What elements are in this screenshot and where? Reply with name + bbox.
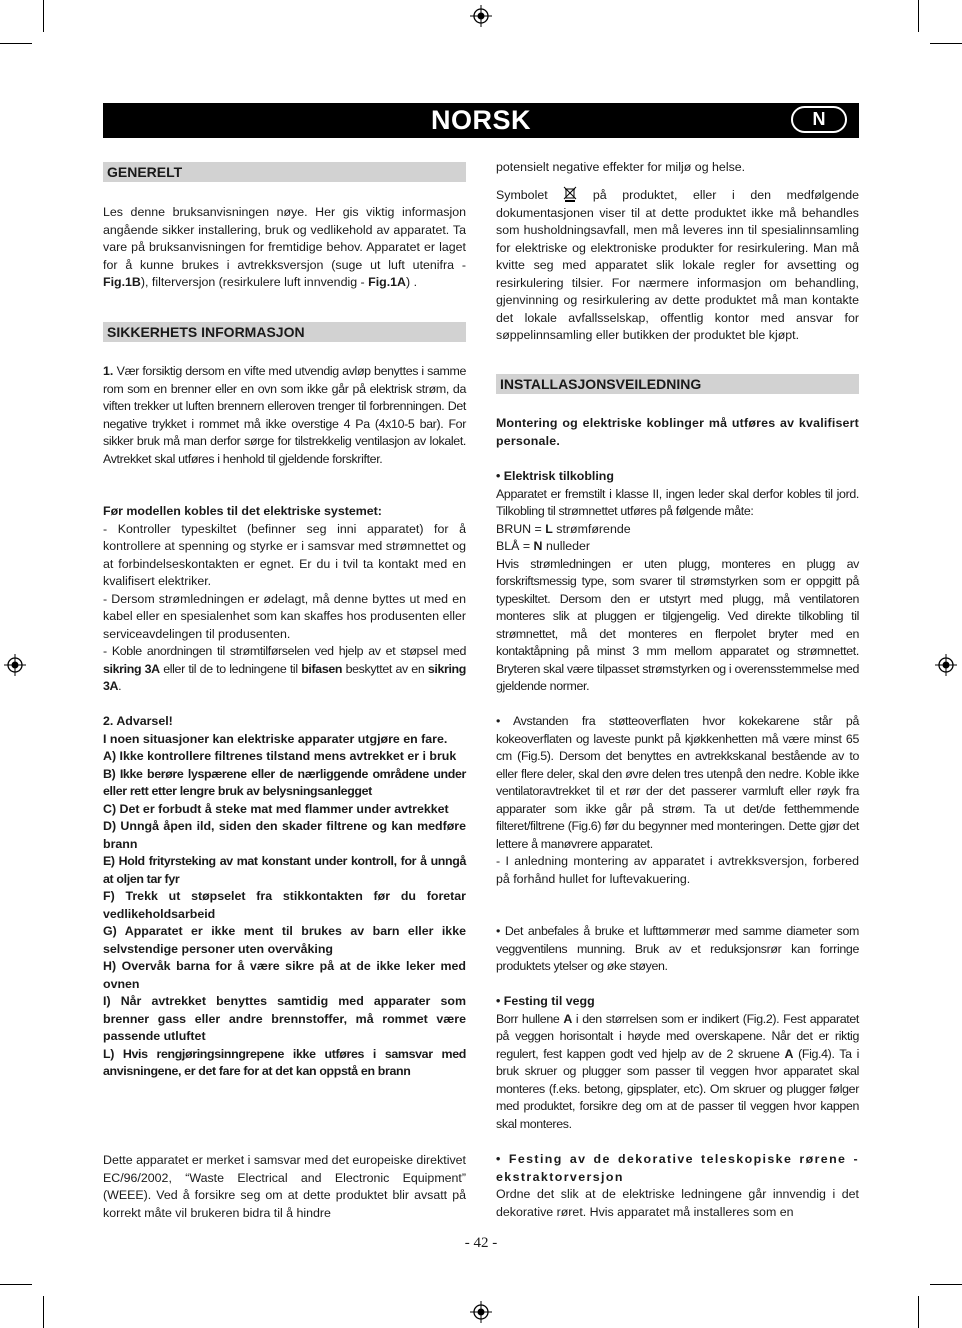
registration-mark-icon bbox=[470, 5, 492, 27]
text-run: nulleder bbox=[542, 539, 591, 553]
warning-item: F) Trekk ut støpselet fra stikkontakten før du foretar vedlikeholdsarbeid bbox=[103, 889, 466, 921]
text-run: BLÅ = bbox=[496, 539, 534, 553]
generelt-text: Les denne bruksanvisningen nøye. Her gis viktig informasjon angående sikker installering, bruk og vedlikehold av apparatet. Ta vare på bruksanvisningen for fremtidige behov. Apparatet er laget for å kunne brukes i avtrekksversjon (suge ut luft utenifra - bbox=[103, 205, 466, 272]
text-run: eller til de to ledningene til bbox=[159, 661, 302, 676]
text-run: Symbolet bbox=[496, 188, 548, 202]
telescopic-text: Ordne det slik at de elektriske ledningene går innvendig i det dekorative røret. Hvis apparatet må installeres som en bbox=[496, 1187, 859, 1219]
text-run: A bbox=[784, 1046, 794, 1061]
warning-item: I) Når avtrekket benyttes samtidig med apparater som brenner gass eller andre brennstoffer, må rommet være passende utluftet bbox=[103, 994, 466, 1043]
distance-text: • Avstanden fra støtteoverflaten hvor kokekarene står på kokeoverflaten og laveste punkt på kjøkkenhetten må være minst 65 cm (Fig.5). Dersom det benyttes en avtrekkskanal bestående av to eller flere deler, skal den øvre delen tres utenpå den nedre. Koble ikke ventilatoravtrekket til et rør der det passerer varmluft eller røyk fra apparater som ikke går på strøm. Ta ut det/de fetthemmende filteret/filtrene (Fig.6) før du begynner med monteringen. Dette gjør det lettere å manøvrere apparatet. bbox=[496, 714, 859, 851]
registration-mark-icon bbox=[4, 654, 26, 676]
generelt-paragraph bbox=[103, 204, 466, 292]
text-run: N bbox=[533, 539, 543, 553]
fig-ref: Fig.1B bbox=[103, 275, 141, 289]
subheading: Før modellen kobles til det elektriske systemet: bbox=[103, 504, 382, 518]
crop-mark bbox=[918, 0, 919, 32]
before-connect-block bbox=[103, 503, 466, 696]
registration-mark-icon bbox=[935, 654, 957, 676]
telescopic-block bbox=[496, 1151, 859, 1221]
text-run: beskyttet av en bbox=[342, 661, 428, 676]
text-run: i den størrelsen som er indikert (Fig.2). Fest apparatet på veggen horisontalt i høyde med overskapene. Når det er riktig regulert, fest kappen godt ved hjelp av de 2 skruene bbox=[496, 1011, 859, 1061]
crop-mark bbox=[930, 1284, 962, 1285]
subheading: • Elektrisk tilkobling bbox=[496, 469, 614, 483]
safety-text: Vær forsiktig dersom en vifte med utvendig avløp benyttes i samme rom som en brenner eller en ovn som ikke går på elektrisk strøm, da viften trekker ut luften brennern elleroven trenger til forbrenningen. Det negative trykket i rommet må ikke overstige 4 Pa (4x10-5 bar). For sikker bruk må man derfor sørge for tilstrekkelig ventilasjon av lokalet. Avtrekket skal utføres i henhold til gjeldende forskrifter. bbox=[103, 364, 466, 466]
crop-mark bbox=[930, 43, 962, 44]
text-run: Borr hullene bbox=[496, 1011, 564, 1026]
page-number: - 42 - bbox=[464, 1235, 498, 1251]
electrical-block bbox=[496, 468, 859, 696]
generelt-text: ), filterversjon (resirkulere luft innvendig - bbox=[140, 275, 369, 289]
crop-mark bbox=[0, 43, 32, 44]
text-run: (Fig.4). Ta i bruk skruer og plugger som passer til veggen hvor apparatet skal monteres (f.eks. betong, gipsplater, etc). Om skruer og plugger følger med produktet, forsikre deg om at de passer til veggen hvor kappen skal monteres. bbox=[496, 1046, 859, 1131]
warning-item: L) Hvis rengjøringsinngrepene ikke utføres i samsvar med anvisningene, er det fare for at det kan oppstå en brann bbox=[103, 1046, 466, 1078]
text-run: sikring 3A bbox=[103, 661, 160, 676]
warning-item: C) Det er forbudt å steke mat med flammer under avtrekket bbox=[103, 801, 449, 816]
text-run: - Koble anordningen til strømtilførselen ved hjelp av et støpsel med bbox=[103, 644, 466, 658]
language-header bbox=[103, 103, 859, 138]
distance-text: - I anledning montering av apparatet i avtrekksversjon, forbered på forhånd hullet for luftevakuering. bbox=[496, 854, 859, 886]
text-run: BRUN = bbox=[496, 521, 546, 536]
warning-item: G) Apparatet er ikke ment til brukes av barn eller ikke selvstendige personer uten overvåking bbox=[103, 924, 466, 956]
safety-paragraph-1 bbox=[103, 363, 466, 468]
weee-paragraph: Dette apparatet er merket i samsvar med det europeiske direktivet EC/96/2002, “Waste Electrical and Electronic Equipment” (WEEE). Ved å forsikre seg om at dette produktet blir avsatt på korrekt måte vil brukeren bidra til å hindre bbox=[103, 1153, 466, 1220]
text-run: A bbox=[563, 1011, 572, 1026]
warning-item: H) Overvåk barna for å være sikre på at de ikke leker med ovnen bbox=[103, 959, 466, 991]
crop-mark bbox=[43, 0, 44, 32]
warning-item: B) Ikke berøre lyspærene eller de nærliggende områdene under eller rett etter lengre bruk av belysningsanlegget bbox=[103, 766, 466, 798]
crop-mark bbox=[0, 1284, 32, 1285]
subheading: • Festing av de dekorative teleskopiske rørene - ekstraktorversjon bbox=[496, 1152, 859, 1184]
recommendation-paragraph: • Det anbefales å bruke et lufttømmerør med samme diameter som veggventilens munning. Bruk av et reduksjonsrør kan forringe produktets ytelser og øke støyen. bbox=[496, 924, 859, 973]
wall-mount-text bbox=[496, 1011, 859, 1134]
electrical-text: Hvis strømledningen er uten plugg, monteres en plugg av forskriftsmessig type, som svarer til strømstyrken som er oppgitt på typeskiltet. Dersom den er utstyrt med plugg, må ventilatoren monteres slik at pluggen er tilgjengelig. Ved direkte tilkobling til strømnettet, må det monteres en flerpolet bryter med en kontaktåpning på minst 3 mm mellom apparatet og strømnettet. Bryteren skal være tilpasset strømstyrken og i overensstemmelse med gjeldende normer. bbox=[496, 556, 859, 693]
text-run: L bbox=[545, 521, 553, 536]
warning-item: E) Hold frityrsteking av mat konstant under kontroll, for å unngå at oljen tar fyr bbox=[103, 854, 466, 886]
subheading: • Festing til vegg bbox=[496, 994, 595, 1008]
wall-mount-block bbox=[496, 993, 859, 1133]
language-badge: N bbox=[791, 106, 847, 133]
fig-ref: Fig.1A bbox=[368, 275, 406, 289]
before-item: - Dersom strømledningen er ødelagt, må denne byttes ut med en kabel eller en spesialenhet som kan skaffes hos produsenten eller serviceavdelingen til produsenten. bbox=[103, 591, 466, 641]
electrical-text: Apparatet er fremstilt i klasse II, ingen leder skal derfor kobles til jord. Tilkobling til strømnettet utføres på følgende måte: bbox=[496, 486, 859, 518]
section-heading-generelt: GENERELT bbox=[103, 162, 466, 182]
section-heading-sikkerhet: SIKKERHETS INFORMASJON bbox=[103, 322, 466, 342]
section-heading-installasjon: INSTALLASJONSVEILEDNING bbox=[496, 374, 859, 394]
install-intro: Montering og elektriske koblinger må utføres av kvalifisert personale. bbox=[496, 416, 859, 448]
symbol-paragraph bbox=[496, 186, 859, 345]
text-run: bifasen bbox=[301, 661, 343, 676]
crop-mark bbox=[918, 1296, 919, 1328]
warning-item: D) Unngå åpen ild, siden den skader filtrene og kan medføre brann bbox=[103, 819, 466, 851]
registration-mark-icon bbox=[470, 1301, 492, 1323]
before-item bbox=[103, 643, 466, 696]
before-item: - Kontroller typeskiltet (befinner seg inni apparatet) for å kontrollere at spenning og styrke er i samsvar med strømnettet og at forbindelseskontakten er egnet. Er du i tvil ta kontakt med en kvalifisert elektriker. bbox=[103, 521, 466, 588]
weee-continuation: potensielt negative effekter for miljø og helse. bbox=[496, 160, 746, 174]
generelt-text: ) . bbox=[406, 275, 418, 289]
text-run: strømførende bbox=[552, 521, 631, 536]
warning-block bbox=[103, 713, 466, 1081]
crop-mark bbox=[43, 1296, 44, 1328]
text-run: sikring 3A bbox=[103, 661, 466, 693]
crossed-bin-icon bbox=[563, 186, 577, 202]
warning-item: I noen situasjoner kan elektriske apparater utgjøre en fare. bbox=[103, 731, 448, 746]
text-run: . bbox=[118, 679, 122, 693]
distance-block bbox=[496, 713, 859, 888]
wire-brown bbox=[496, 521, 859, 539]
wire-blue bbox=[496, 538, 859, 556]
text-run: på produktet, eller i den medfølgende dokumentasjonen viser til at dette produktet ikke må behandles som husholdningsavfall, men må leveres inn til spesialinnsamling for elektriske og elektroniske produkter for resirkulering. Man må kvitte seg med apparatet slik lokale regler for avsetting og resirkulering tilsier. For nærmere informasjon om behandling, gjenvinning og resirkulering av dette produktet må man kontakte det lokale avfallsselskap, offentlig kontor med ansvar for søppelinnsamling eller butikken der produktet ble kjøpt. bbox=[496, 188, 859, 342]
page-title: NORSK bbox=[430, 105, 531, 135]
warning-item: A) Ikke kontrollere filtrenes tilstand mens avtrekket er i bruk bbox=[103, 749, 457, 763]
item-number: 1. bbox=[103, 364, 114, 378]
warning-title: 2. Advarsel! bbox=[103, 714, 173, 728]
